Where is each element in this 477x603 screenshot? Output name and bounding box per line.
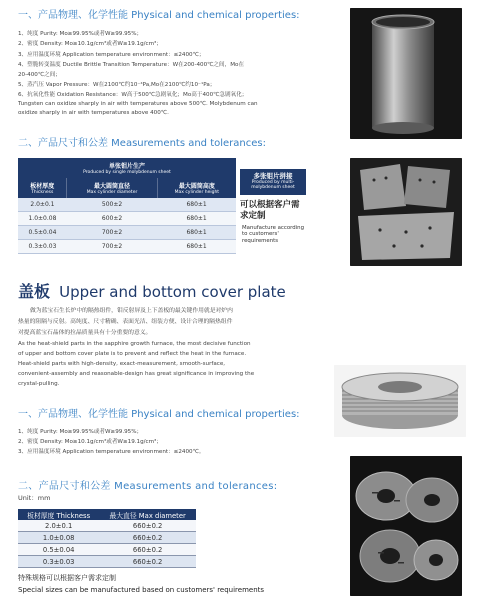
cover-plate-size-table xyxy=(18,509,196,568)
col-header-en: Thickness xyxy=(31,189,54,195)
cell-diameter: 700±2 xyxy=(67,240,157,254)
special-size-note-cn: 特殊规格可以根据客户需求定制 xyxy=(18,574,116,582)
cover-plate-heading xyxy=(18,279,286,302)
cell-diameter: 660±0.2 xyxy=(99,520,196,532)
col-header-cn: 最大圆筒直径 xyxy=(94,182,131,190)
property-line: oxidize sharply in air with temperatures above 400℃. xyxy=(18,110,169,116)
heat-shield-illustration xyxy=(334,365,466,437)
property-line: 4、塑脆转变温度 Ductile Brittle Transition Temperature：W在200-400℃之间，Mo在 xyxy=(18,62,245,68)
cell-thickness: 0.5±0.04 xyxy=(18,544,99,556)
property-line: 6、抗氧化性能 Oxidation Resistance：W高于500℃急剧氧化；Mo高于400℃急剧氧化； xyxy=(18,92,248,98)
property-line: 20-400℃之间； xyxy=(18,72,61,78)
cylinder-illustration xyxy=(350,8,462,139)
cover-plates-illustration xyxy=(350,456,462,596)
property-line: Tungsten can oxidize sharply in air with temperatures above 500℃. Molybdenum can xyxy=(18,101,258,107)
table-row xyxy=(18,198,236,212)
cell-diameter: 700±2 xyxy=(67,226,157,240)
column-header-height xyxy=(157,178,236,198)
unit-label: Unit：mm xyxy=(18,494,51,502)
molybdenum-cylinder-photo xyxy=(350,8,462,139)
cover-title-en: Upper and bottom cover plate xyxy=(59,283,286,301)
cell-height: 680±1 xyxy=(157,226,236,240)
cover-plates-photo xyxy=(350,456,462,596)
cell-thickness: 1.0±0.08 xyxy=(18,212,67,226)
multi-sheet-assembly-photo xyxy=(350,158,462,266)
col-header-en: Max cylinder height xyxy=(174,189,220,195)
heat-shield-photo xyxy=(334,365,466,437)
multi-sheet-header-cn: 多张钼片拼接 xyxy=(253,172,293,180)
multi-sheet-header xyxy=(240,169,306,195)
column-header-thickness xyxy=(18,178,67,198)
cell-thickness: 0.5±0.04 xyxy=(18,226,67,240)
cell-diameter: 660±0.2 xyxy=(99,544,196,556)
cover-cn-line: 做为蓝宝石生长炉中的隔热组件，钼反射屏及上下盖板的最关键作用就是对炉内 xyxy=(30,308,233,314)
cover-cn-line: 热量的阻隔与反射。高纯度、尺寸精确、表面光洁、组装方便、设计合理的隔热组件 xyxy=(18,319,233,325)
table-row xyxy=(18,240,236,254)
group-header-cn: 单张钼片生产 xyxy=(108,162,145,170)
column-header-diameter xyxy=(67,178,157,198)
cover-en-line: Heat-shield parts with high-density, exact-measurement, smooth-surface, xyxy=(18,361,226,367)
cylinder-size-table xyxy=(18,158,236,254)
table-row xyxy=(18,212,236,226)
col-header-en: Max cylinder diameter xyxy=(86,189,138,195)
table-row xyxy=(18,532,196,544)
cover-en-line: crystal-pulling. xyxy=(18,381,60,387)
table-row xyxy=(18,544,196,556)
section-title-measurements-2: 二、产品尺寸和公差 Measurements and tolerances: xyxy=(18,481,278,492)
cell-thickness: 0.3±0.03 xyxy=(18,556,99,568)
property-line: 5、蒸汽压 Vapor Pressure：W在2100℃约10⁻⁴Pa,Mo在2100℃约10⁻¹Pa； xyxy=(18,82,216,88)
cell-diameter: 500±2 xyxy=(67,198,157,212)
cell-diameter: 660±0.2 xyxy=(99,532,196,544)
section-title-measurements: 二、产品尺寸和公差 Measurements and tolerances: xyxy=(18,138,266,149)
col-header-cn: 最大圆筒高度 xyxy=(178,182,215,190)
cell-thickness: 0.3±0.03 xyxy=(18,240,67,254)
cover-en-line: As the heat-shield parts in the sapphire growth furnace, the most decisive function xyxy=(18,341,251,347)
group-header-en: Produced by single molybdenum sheet xyxy=(83,169,171,175)
property-line: 2、密度 Density: Mo≥10.1g/cm³或者W≥19.1g/cm³； xyxy=(18,41,162,47)
cover-cn-line: 对提高蓝宝石晶体的拉晶质量具有十分重要的意义。 xyxy=(18,330,152,336)
custom-made-cn: 可以根据客户需求定制 xyxy=(240,200,300,221)
custom-made-en: Manufacture according to customers' requirements xyxy=(242,225,305,244)
property-line: 1、纯度 Purity: Mo≥99.95%或者W≥99.95%； xyxy=(18,429,143,435)
multi-sheet-header-en: Produced by multi-molybdenum sheet xyxy=(251,180,295,190)
cover-en-line: of upper and bottom cover plate is to prevent and reflect the heat in the furnace. xyxy=(18,351,247,357)
table-row xyxy=(18,556,196,568)
cell-diameter: 600±2 xyxy=(67,212,157,226)
special-size-note-en: Special sizes can be manufactured based on customers' requirements xyxy=(18,586,265,594)
cell-height: 680±1 xyxy=(157,198,236,212)
cell-thickness: 2.0±0.1 xyxy=(18,198,67,212)
table-row xyxy=(18,520,196,532)
col-header-cn: 板材厚度 xyxy=(30,182,55,190)
cell-thickness: 1.0±0.08 xyxy=(18,532,99,544)
cell-height: 680±1 xyxy=(157,212,236,226)
property-line: 3、应用温度环境 Application temperature environment：≤2400℃。 xyxy=(18,449,205,455)
cover-title-cn: 盖板 xyxy=(18,282,51,301)
table-row xyxy=(18,226,236,240)
assembly-illustration xyxy=(350,158,462,266)
section-title-properties-2: 一、产品物理、化学性能 Physical and chemical properties: xyxy=(18,409,300,420)
table-group-header xyxy=(18,158,236,178)
column-header-max-diameter: 最大直径 Max diameter xyxy=(99,509,196,520)
cell-thickness: 2.0±0.1 xyxy=(18,520,99,532)
section-title-properties: 一、产品物理、化学性能 Physical and chemical properties: xyxy=(18,10,300,21)
cover-en-line: convenient-assembly and reasonable-design has great significance in improving the xyxy=(18,371,255,377)
property-line: 2、密度 Density: Mo≥10.1g/cm³或者W≥19.1g/cm³； xyxy=(18,439,162,445)
property-line: 3、应用温度环境 Application temperature environment：≤2400℃； xyxy=(18,52,205,58)
cell-height: 680±1 xyxy=(157,240,236,254)
column-header-thickness: 板材厚度 Thickness xyxy=(18,509,99,520)
property-line: 1、纯度 Purity: Mo≥99.95%或者W≥99.95%； xyxy=(18,31,143,37)
cell-diameter: 660±0.2 xyxy=(99,556,196,568)
